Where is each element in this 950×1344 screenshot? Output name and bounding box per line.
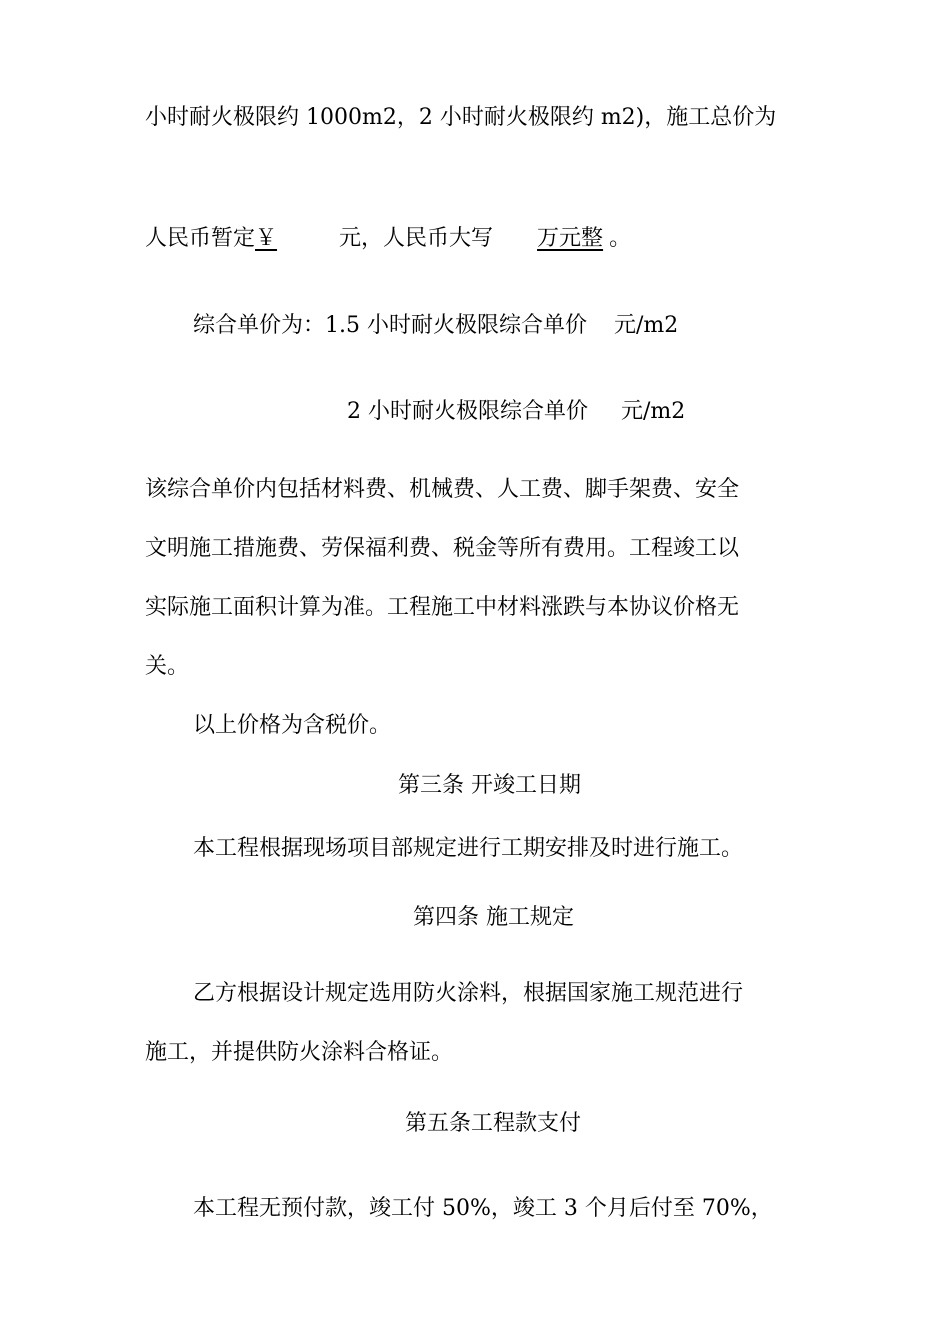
unit-price-line-1 bbox=[193, 311, 678, 341]
price-line-1: 小时耐火极限约 1000m2，2 小时耐火极限约 m2)，施工总价为 bbox=[145, 105, 777, 130]
article-5-body: 本工程无预付款，竣工付 50%，竣工 3 个月后付至 70%， bbox=[193, 1196, 773, 1221]
unit-price-unit-2: 元/m2 bbox=[621, 399, 686, 424]
price-line-2 bbox=[145, 224, 631, 254]
article-4-body-line-1: 乙方根据设计规定选用防火涂料，根据国家施工规范进行 bbox=[193, 981, 744, 1006]
article-4-heading: 第四条 施工规定 bbox=[413, 905, 574, 930]
inclusion-line-1: 该综合单价内包括材料费、机械费、人工费、脚手架费、安全 bbox=[145, 477, 740, 502]
article-4-body-line-2: 施工，并提供防火涂料合格证。 bbox=[145, 1040, 454, 1065]
unit-price-unit-1: 元/m2 bbox=[613, 313, 679, 338]
inclusion-line-3: 实际施工面积计算为准。工程施工中材料涨跌与本协议价格无 bbox=[145, 595, 740, 620]
price-suffix: 。 bbox=[609, 226, 632, 251]
yen-blank: ￥ bbox=[255, 226, 278, 251]
inclusion-line-4: 关。 bbox=[145, 654, 190, 679]
article-3-body: 本工程根据现场项目部规定进行工期安排及时进行施工。 bbox=[193, 836, 744, 861]
unit-price-label-2: 2 小时耐火极限综合单价 bbox=[347, 399, 588, 424]
unit-price-label-1: 综合单价为：1.5 小时耐火极限综合单价 bbox=[193, 313, 587, 338]
tax-note: 以上价格为含税价。 bbox=[193, 713, 392, 738]
unit-price-line-2 bbox=[347, 397, 685, 427]
article-5-heading: 第五条工程款支付 bbox=[405, 1111, 582, 1136]
amount-words-blank: 万元整 bbox=[537, 226, 604, 251]
inclusion-line-2: 文明施工措施费、劳保福利费、税金等所有费用。工程竣工以 bbox=[145, 536, 740, 561]
price-prefix: 人民币暂定 bbox=[145, 226, 256, 251]
article-3-heading: 第三条 开竣工日期 bbox=[398, 773, 581, 798]
price-mid: 元，人民币大写 bbox=[339, 226, 494, 251]
